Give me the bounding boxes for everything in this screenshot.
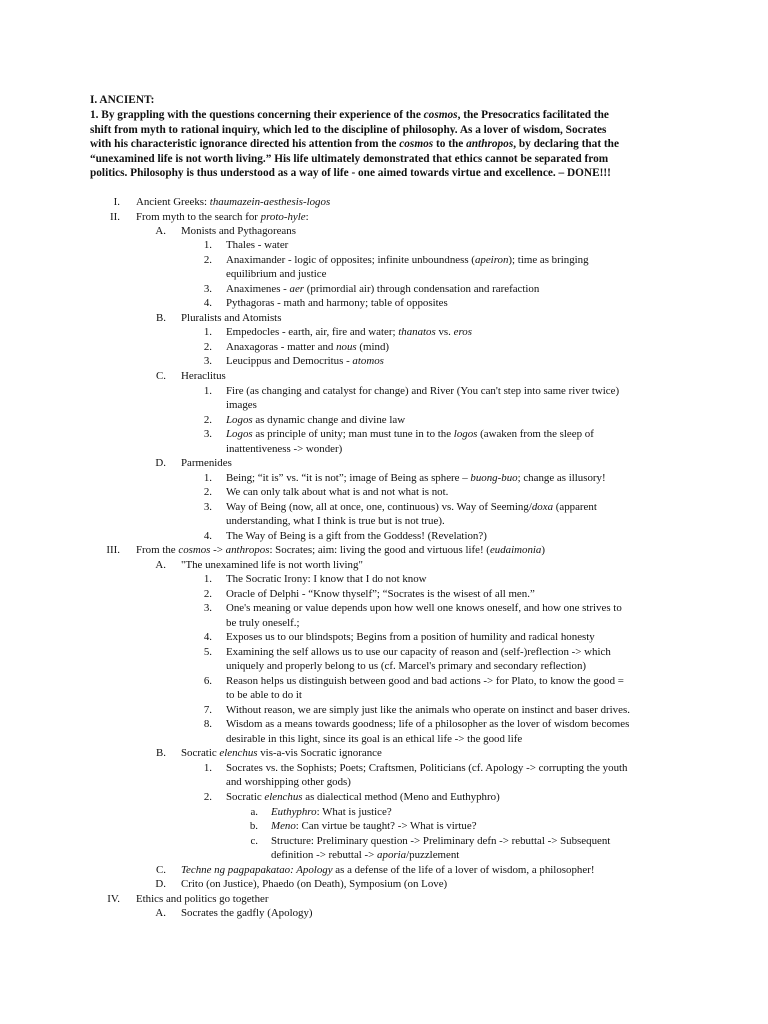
text-run: Exposes us to our blindspots; Begins from a position of humility and radical honesty	[226, 631, 595, 643]
text-run: Without reason, we are simply just like the animals who operate on instinct and baser drives.	[226, 704, 630, 716]
text-run: elenchus	[219, 747, 258, 759]
text-run: Structure: Preliminary question -> Preliminary defn -> rebuttal -> Subsequent	[271, 835, 611, 847]
outline-text	[271, 834, 610, 849]
text-run: aer	[289, 283, 305, 295]
text-run: The Socratic Irony: I know that I do not know	[226, 573, 427, 585]
text-run: politics. Philosophy is thus understood as a way of life - one aimed towards virtue and excellence. – DONE!!!	[90, 167, 611, 180]
outline-number: C.	[156, 370, 166, 382]
outline-text	[226, 471, 606, 486]
text-run: Leucippus and Democritus -	[226, 355, 353, 367]
text-run: uniquely and properly belong to us (cf. Marcel's primary and secondary reflection)	[226, 660, 587, 672]
text-run: as dynamic change and divine law	[252, 414, 406, 426]
outline-number: 3.	[203, 428, 212, 440]
outline-text	[226, 572, 427, 587]
outline-text	[181, 746, 382, 761]
text-run: (apparent	[553, 501, 597, 513]
text-run: anthropos	[466, 138, 514, 151]
text-run: to be able to do it	[226, 689, 302, 701]
text-run: Socratic	[181, 747, 220, 759]
text-run: Pythagoras - math and harmony; table of opposites	[226, 297, 448, 309]
outline-number: 2.	[203, 414, 212, 426]
outline-number: c.	[250, 835, 258, 847]
outline-text	[226, 325, 472, 340]
text-run: Socrates vs. the Sophists; Poets; Craftsmen, Politicians (cf. Apology -> corrupting the youth	[226, 762, 628, 774]
text-run: One's meaning or value depends upon how well one knows oneself, and how one strives to	[226, 602, 622, 614]
text-run: Euthyphro	[271, 806, 317, 818]
outline-text	[226, 500, 597, 515]
text-run: (awaken from the sleep of	[477, 428, 594, 440]
outline-text	[226, 267, 326, 282]
text-run: ->	[210, 544, 226, 556]
outline-text	[181, 224, 296, 239]
text-run: Anaximander - logic of opposites; infinite unboundness (	[226, 254, 475, 266]
text-run: be truly oneself.;	[226, 617, 300, 629]
text-run: proto-hyle	[260, 211, 306, 223]
text-run: with his characteristic ignorance directed his attention from the	[90, 138, 400, 151]
outline-text	[226, 703, 630, 718]
outline-text	[136, 210, 309, 225]
outline-number: 4.	[203, 631, 212, 643]
text-run: Socrates the gadfly (Apology)	[181, 907, 313, 919]
text-run: thaumazein-aesthesis-logos	[209, 196, 331, 208]
text-run: We can only talk about what is and not what is not.	[226, 486, 449, 498]
outline-text	[226, 238, 288, 253]
summary-line	[90, 137, 690, 152]
text-run: apeiron	[474, 254, 509, 266]
outline-number: I.	[113, 196, 120, 208]
outline-text	[181, 456, 232, 471]
outline-text	[226, 354, 384, 369]
outline-number: II.	[110, 211, 120, 223]
outline-number: 2.	[203, 486, 212, 498]
text-run: anthropos	[225, 544, 270, 556]
summary-line	[90, 108, 690, 123]
outline-number: 2.	[203, 791, 212, 803]
outline-number: a.	[250, 806, 258, 818]
outline-number: 6.	[203, 675, 212, 687]
text-run: Monists and Pythagoreans	[181, 225, 296, 237]
outline-number: 3.	[203, 602, 212, 614]
outline-number: 2.	[203, 588, 212, 600]
outline-number: 1.	[203, 239, 212, 251]
text-run: Anaxagoras - matter and	[226, 341, 337, 353]
outline-text	[226, 645, 611, 660]
outline-text	[226, 587, 535, 602]
text-run: equilibrium and justice	[226, 268, 327, 280]
text-run: and worshipping other gods)	[226, 776, 351, 788]
text-run: 1. By grappling with the questions concerning their experience of the	[90, 109, 424, 121]
outline-text	[226, 790, 500, 805]
text-run: "The unexamined life is not worth living"	[181, 559, 363, 571]
outline-number: 1.	[203, 326, 212, 338]
text-run: , by declaring that the	[513, 138, 619, 151]
outline-text	[136, 195, 330, 210]
outline-text	[226, 384, 619, 399]
text-run: cosmos	[423, 109, 458, 121]
text-run: Pluralists and Atomists	[181, 312, 282, 324]
outline-text	[226, 601, 622, 616]
text-run: understanding, what I think is true but is not true).	[226, 515, 445, 527]
outline-text	[226, 688, 302, 703]
outline-number: 2.	[203, 341, 212, 353]
text-run: Thales - water	[226, 239, 289, 251]
outline-number: B.	[156, 747, 166, 759]
text-run: Techne ng pagpapakatao: Apology	[181, 864, 333, 876]
outline-text	[226, 717, 629, 732]
outline-number: 1.	[203, 472, 212, 484]
text-run: Empedocles - earth, air, fire and water;	[226, 326, 399, 338]
text-run: vis-a-vis Socratic ignorance	[257, 747, 382, 759]
text-run: Examining the self allows us to use our capacity of reason and (self-)reflection -> which	[226, 646, 611, 658]
text-run: cosmos	[399, 138, 434, 151]
text-run: : Socrates; aim: living the good and virtuous life! (	[269, 544, 490, 556]
text-run: : Can virtue be taught? -> What is virtue?	[295, 820, 477, 832]
outline-text	[181, 558, 363, 573]
outline-text	[226, 659, 586, 674]
outline-number: III.	[106, 544, 120, 556]
summary-line	[90, 166, 690, 181]
text-run: Logos	[226, 414, 253, 426]
outline-text	[226, 514, 445, 529]
outline-number: 4.	[203, 297, 212, 309]
outline-text	[181, 863, 594, 878]
text-run: ); time as bringing	[508, 254, 589, 266]
outline-number: 3.	[203, 283, 212, 295]
outline-text	[226, 442, 342, 457]
text-run: as principle of unity; man must tune in to the	[252, 428, 454, 440]
text-run: Being; “it is” vs. “it is not”; image of Being as sphere –	[226, 472, 471, 484]
outline-number: 2.	[203, 254, 212, 266]
outline-text	[226, 340, 389, 355]
text-run: thanatos	[398, 326, 436, 338]
text-run: Oracle of Delphi - “Know thyself”; “Socrates is the wisest of all men.”	[226, 588, 535, 600]
outline-text	[181, 906, 313, 921]
text-run: Parmenides	[181, 457, 232, 469]
text-run: Anaximenes -	[226, 283, 290, 295]
text-run: as a defense of the life of a lover of wisdom, a philosopher!	[332, 864, 595, 876]
summary-line	[90, 123, 690, 138]
outline-text	[181, 311, 281, 326]
text-run: logos	[453, 428, 478, 440]
text-run: From myth to the search for	[136, 211, 261, 223]
outline-number: A.	[155, 907, 166, 919]
text-run: Reason helps us distinguish between good and bad actions -> for Plato, to know the good =	[226, 675, 624, 687]
text-run: (mind)	[356, 341, 390, 353]
outline-text	[226, 485, 448, 500]
outline-text	[226, 398, 257, 413]
text-run: Heraclitus	[181, 370, 226, 382]
outline-text	[226, 630, 595, 645]
outline-number: B.	[156, 312, 166, 324]
text-run: “unexamined life is not worth living.” His life ultimately demonstrated that ethics cannot be separated from	[90, 152, 609, 165]
outline-number: D.	[155, 878, 166, 890]
text-run: definition -> rebuttal ->	[271, 849, 378, 861]
text-run: The Way of Being is a gift from the Goddess! (Revelation?)	[226, 530, 487, 542]
text-run: buong-buo	[470, 472, 518, 484]
text-run: eudaimonia	[489, 544, 542, 556]
text-run: nous	[336, 341, 357, 353]
outline-text	[136, 892, 268, 907]
text-run: to the	[433, 138, 467, 151]
outline-number: A.	[155, 559, 166, 571]
outline-number: 3.	[203, 355, 212, 367]
outline-number: 4.	[203, 530, 212, 542]
outline-number: IV.	[107, 893, 120, 905]
outline-text	[271, 819, 477, 834]
outline-text	[226, 427, 594, 442]
outline-text	[271, 805, 392, 820]
text-run: Ethics and politics go together	[136, 893, 269, 905]
text-run: From the	[136, 544, 179, 556]
text-run: Crito (on Justice), Phaedo (on Death), Symposium (on Love)	[181, 878, 448, 890]
section-title: I. ANCIENT:	[90, 94, 155, 106]
outline-number: A.	[155, 225, 166, 237]
outline-number: 1.	[203, 385, 212, 397]
outline-number: 7.	[203, 704, 212, 716]
text-run: Meno	[271, 820, 296, 832]
summary-line	[90, 152, 690, 167]
outline-number: 8.	[203, 718, 212, 730]
text-run: ; change as illusory!	[517, 472, 606, 484]
outline-text	[226, 775, 351, 790]
text-run: Wisdom as a means towards goodness; life of a philosopher as the lover of wisdom becomes	[226, 718, 630, 730]
outline-text	[226, 296, 448, 311]
text-run: images	[226, 399, 257, 411]
text-run: elenchus	[264, 791, 303, 803]
text-run: inattentiveness -> wonder)	[226, 443, 343, 455]
text-run: )	[541, 544, 546, 556]
outline-text	[226, 282, 539, 297]
text-run: atomos	[352, 355, 384, 367]
text-run: as dialectical method (Meno and Euthyphro)	[302, 791, 500, 803]
text-run: /puzzlement	[406, 849, 460, 861]
text-run: Socratic	[226, 791, 265, 803]
outline-number: 1.	[203, 573, 212, 585]
text-run: Fire (as changing and catalyst for change) and River (You can't step into same river twice)	[226, 385, 620, 397]
outline-text	[271, 848, 459, 863]
text-run: (primordial air) through condensation and rarefaction	[304, 283, 540, 295]
outline-text	[226, 616, 300, 631]
outline-text	[226, 529, 487, 544]
outline-number: D.	[155, 457, 166, 469]
outline-text	[181, 369, 226, 384]
outline-text	[226, 674, 624, 689]
text-run: Way of Being (now, all at once, one, continuous) vs. Way of Seeming/	[226, 501, 532, 513]
outline-number: C.	[156, 864, 166, 876]
text-run: Logos	[226, 428, 253, 440]
text-run: aporia	[377, 849, 407, 861]
text-run: eros	[453, 326, 472, 338]
text-run: , the Presocratics facilitated the	[457, 109, 609, 121]
outline-text	[226, 413, 405, 428]
outline-number: 3.	[203, 501, 212, 513]
text-run: shift from myth to rational inquiry, which led to the discipline of philosophy. As a lover of wisdom, Socrates	[90, 123, 607, 136]
outline-number: 1.	[203, 762, 212, 774]
text-run: doxa	[531, 501, 554, 513]
outline-number: 5.	[203, 646, 212, 658]
text-run: vs.	[435, 326, 454, 338]
text-run: :	[305, 211, 309, 223]
text-run: Ancient Greeks:	[136, 196, 210, 208]
text-run: cosmos	[178, 544, 211, 556]
outline-text	[226, 253, 589, 268]
outline-text	[181, 877, 447, 892]
text-run: : What is justice?	[316, 806, 392, 818]
outline-text	[226, 761, 628, 776]
outline-number: b.	[249, 820, 258, 832]
outline-text	[226, 732, 522, 747]
text-run: desirable in this light, since its goal is an ethical life -> the good life	[226, 733, 523, 745]
outline-text	[136, 543, 545, 558]
